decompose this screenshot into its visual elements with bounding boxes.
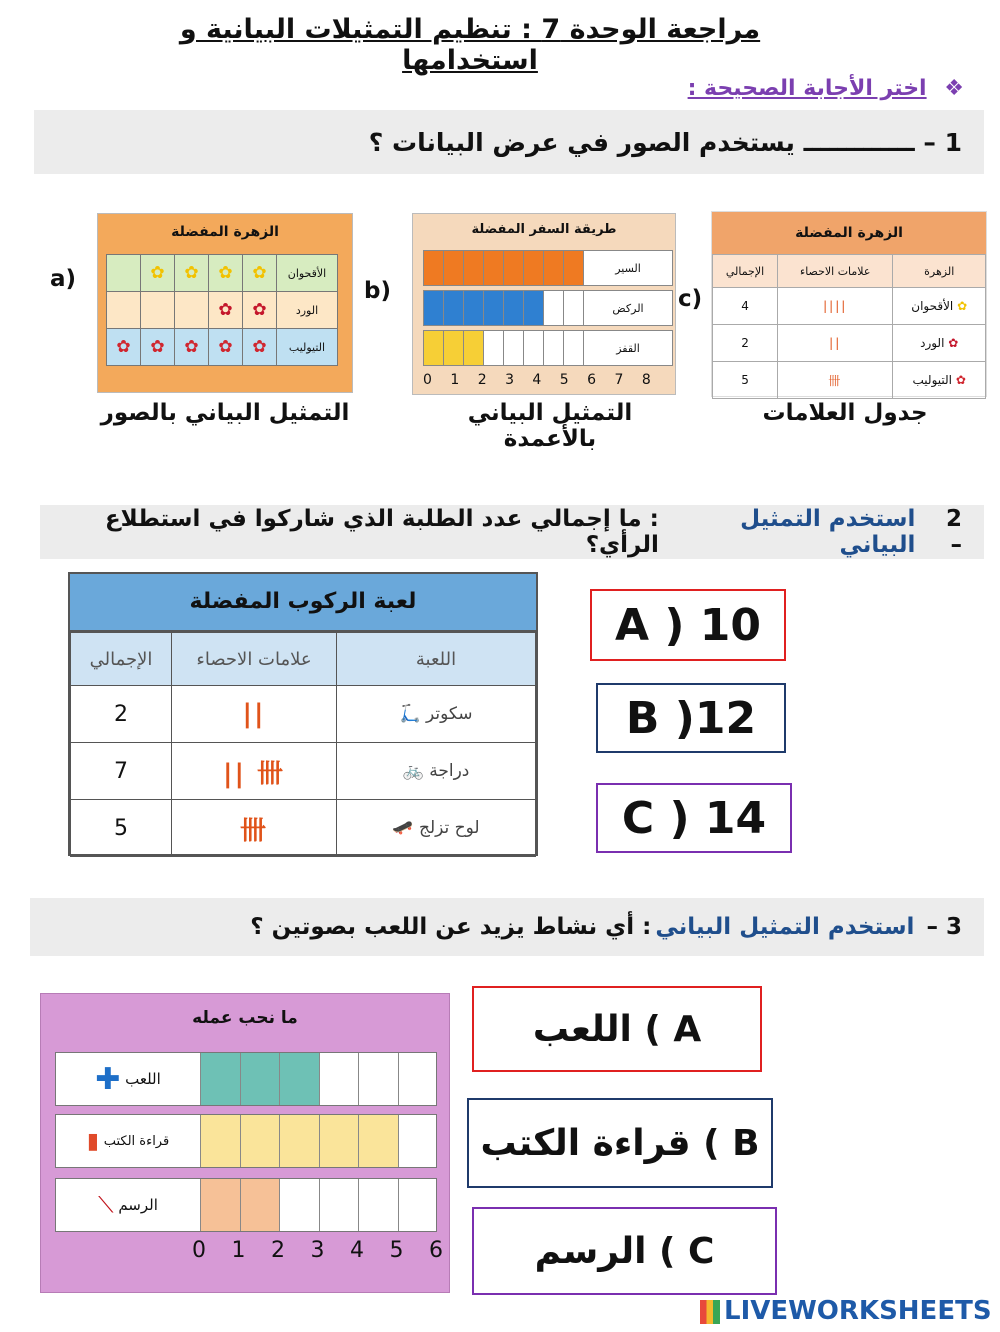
bar-segment bbox=[240, 1179, 280, 1231]
q2-number: 2 – bbox=[945, 506, 962, 558]
axis-tick: 1 bbox=[231, 1238, 246, 1263]
tally-marks: 卌 bbox=[172, 800, 337, 857]
empty-cell bbox=[358, 1053, 398, 1105]
chart-row bbox=[55, 1178, 437, 1232]
tulip-icon: ✿ bbox=[175, 329, 209, 366]
bar-row bbox=[423, 290, 673, 326]
q3-text: : أي نشاط يزيد عن اللعب بصوتين ؟ bbox=[250, 914, 652, 940]
flower-icon: ✿ bbox=[175, 255, 209, 292]
tally-name: التيوليب bbox=[912, 373, 953, 387]
scooter-icon: 🛴 bbox=[399, 704, 421, 724]
barchart-image[interactable] bbox=[412, 213, 676, 395]
option-a-letter[interactable]: a) bbox=[50, 266, 77, 292]
bullet-icon: ❖ bbox=[944, 76, 964, 101]
skateboard-icon: 🛹 bbox=[392, 818, 414, 838]
axis-tick: 3 bbox=[310, 1238, 325, 1263]
flower-icon: ✿ bbox=[957, 299, 968, 313]
pictograph-row-label: الورد bbox=[277, 292, 338, 329]
riding-name: سكوتر bbox=[426, 704, 473, 724]
empty-cell bbox=[358, 1179, 398, 1231]
tally-total: 7 bbox=[71, 743, 172, 800]
bar-segment bbox=[240, 1053, 280, 1105]
tulip-icon: ✿ bbox=[209, 329, 243, 366]
pictograph-image[interactable] bbox=[97, 213, 353, 393]
bar-row bbox=[423, 330, 673, 366]
option-b-caption: التمثيل البياني بالأعمدة bbox=[467, 400, 633, 452]
riding-name: دراجة bbox=[429, 761, 470, 781]
activities-bar-chart bbox=[40, 993, 450, 1293]
q2-answer-c[interactable]: C ) 14 bbox=[596, 783, 792, 853]
q1-number: 1 – bbox=[923, 127, 962, 157]
bar-segment bbox=[279, 1115, 319, 1167]
q3-answer-b[interactable]: B ) قراءة الكتب bbox=[467, 1098, 773, 1188]
tally-marks: || bbox=[172, 686, 337, 743]
option-b-letter[interactable]: b) bbox=[364, 278, 391, 304]
bar-segment bbox=[200, 1179, 240, 1231]
axis-tick: 0 bbox=[192, 1238, 206, 1263]
pictograph-table bbox=[106, 254, 338, 366]
chart-category-label: الرسم bbox=[118, 1196, 158, 1214]
pictograph-row-label: التيوليب bbox=[277, 329, 338, 366]
empty-cell bbox=[279, 1179, 319, 1231]
axis-tick: 2 bbox=[271, 1238, 285, 1263]
tally-header: الزهرة bbox=[893, 255, 986, 288]
tulip-icon: ✿ bbox=[243, 329, 277, 366]
flower-icon: ✿ bbox=[141, 255, 175, 292]
option-c-caption: جدول العلامات bbox=[762, 400, 928, 426]
tally-table bbox=[712, 254, 986, 399]
logo-icon bbox=[700, 1300, 720, 1324]
bar-segment bbox=[279, 1053, 319, 1105]
tally-total: 2 bbox=[713, 325, 778, 362]
tally-total: 5 bbox=[71, 800, 172, 857]
q2-answer-a[interactable]: A ) 10 bbox=[590, 589, 786, 661]
empty-cell bbox=[319, 1053, 359, 1105]
bar-segment bbox=[200, 1115, 240, 1167]
riding-table-header: علامات الاحصاء bbox=[172, 633, 337, 686]
bar-segment bbox=[200, 1053, 240, 1105]
flower-icon: ✿ bbox=[243, 255, 277, 292]
flower-icon: ✿ bbox=[209, 255, 243, 292]
tally-marks: 卌 bbox=[778, 362, 893, 399]
axis-tick: 6 bbox=[429, 1238, 443, 1263]
flower-icon: ✿ bbox=[209, 292, 243, 329]
q3-answer-a[interactable]: A ) اللعب bbox=[472, 986, 762, 1072]
tally-total: 4 bbox=[713, 288, 778, 325]
question-2 bbox=[40, 505, 984, 559]
flower-icon: ✿ bbox=[243, 292, 277, 329]
tally-total: 5 bbox=[713, 362, 778, 399]
riding-name: لوح تزلج bbox=[418, 818, 480, 838]
q2-answer-b[interactable]: B )12 bbox=[596, 683, 786, 753]
q3-answer-c[interactable]: C ) الرسم bbox=[472, 1207, 777, 1295]
q1-text: يستخدم الصور في عرض البيانات ؟ bbox=[368, 127, 795, 157]
empty-cell bbox=[398, 1053, 438, 1105]
chart-title: ما نحب عمله bbox=[192, 1008, 298, 1028]
tally-image[interactable] bbox=[711, 211, 987, 397]
instruction bbox=[688, 76, 964, 101]
table-row bbox=[71, 743, 536, 800]
tally-marks: || bbox=[778, 325, 893, 362]
barchart-axis: 0 1 2 3 4 5 6 7 8 bbox=[423, 372, 658, 388]
empty-cell bbox=[398, 1115, 438, 1167]
bicycle-icon: 🚲 bbox=[402, 761, 424, 781]
tally-marks: 卌 || bbox=[172, 743, 337, 800]
puzzle-icon: ✚ bbox=[95, 1061, 121, 1097]
q3-lead: استخدم التمثيل البياني bbox=[655, 914, 915, 940]
bar-row-label: السير bbox=[615, 261, 641, 275]
axis-tick: 4 bbox=[350, 1238, 364, 1263]
tally-header: الإجمالي bbox=[713, 255, 778, 288]
axis-tick: 5 bbox=[389, 1238, 404, 1263]
page-title: مراجعة الوحدة 7 : تنظيم التمثيلات البيانية و استخدامها bbox=[179, 14, 761, 76]
tulip-icon: ✿ bbox=[955, 373, 966, 387]
tally-name: الورد bbox=[920, 336, 945, 350]
q3-number: 3 – bbox=[926, 914, 962, 940]
tally-name: الأقحوان bbox=[911, 299, 954, 313]
tulip-icon: ✿ bbox=[107, 329, 141, 366]
logo-text: LIVEWORKSHEETS bbox=[724, 1296, 992, 1326]
question-1 bbox=[34, 110, 984, 174]
rose-icon: ✿ bbox=[948, 336, 959, 350]
bar-segment bbox=[240, 1115, 280, 1167]
option-a-caption: التمثيل البياني بالصور bbox=[100, 400, 350, 426]
q1-blank: ـــــــــــــ bbox=[803, 127, 915, 157]
chart-category-label: قراءة الكتب bbox=[103, 1133, 170, 1149]
bar-row-label: الركض bbox=[612, 301, 644, 315]
tally-header: علامات الاحصاء bbox=[778, 255, 893, 288]
tally-total: 2 bbox=[71, 686, 172, 743]
riding-table-header: الإجمالي bbox=[71, 633, 172, 686]
riding-tally-table bbox=[68, 572, 538, 856]
pictograph-title: الزهرة المفضلة bbox=[171, 224, 279, 240]
liveworksheets-logo bbox=[700, 1296, 992, 1326]
barchart-title: طريقة السفر المفضلة bbox=[471, 222, 617, 237]
question-3 bbox=[30, 898, 984, 956]
bar-row bbox=[423, 250, 673, 286]
bar-segment bbox=[358, 1115, 398, 1167]
chart-row bbox=[55, 1114, 437, 1168]
chart-category-label: اللعب bbox=[125, 1070, 161, 1088]
instruction-label: اختر الأجابة الصحيحة : bbox=[687, 76, 927, 101]
tulip-icon: ✿ bbox=[141, 329, 175, 366]
q2-lead: استخدم التمثيل البياني bbox=[740, 506, 916, 558]
chart-row bbox=[55, 1052, 437, 1106]
tally-marks: |||| bbox=[778, 288, 893, 325]
empty-cell bbox=[319, 1179, 359, 1231]
riding-table-header: اللعبة bbox=[337, 633, 536, 686]
q2-text: : ما إجمالي عدد الطلبة الذي شاركوا في استطلاع الرأي؟ bbox=[104, 506, 659, 558]
riding-table-title: لعبة الركوب المفضلة bbox=[70, 574, 536, 632]
table-row bbox=[71, 800, 536, 857]
option-c-letter[interactable]: c) bbox=[678, 286, 703, 312]
pictograph-row-label: الأقحوان bbox=[277, 255, 338, 292]
empty-cell bbox=[398, 1179, 438, 1231]
book-icon: ▮ bbox=[86, 1128, 99, 1154]
tally-title: الزهرة المفضلة bbox=[712, 212, 986, 254]
bar-row-label: القفز bbox=[616, 341, 640, 355]
crayon-icon: ⟋ bbox=[98, 1192, 114, 1218]
bar-segment bbox=[319, 1115, 359, 1167]
table-row bbox=[71, 686, 536, 743]
